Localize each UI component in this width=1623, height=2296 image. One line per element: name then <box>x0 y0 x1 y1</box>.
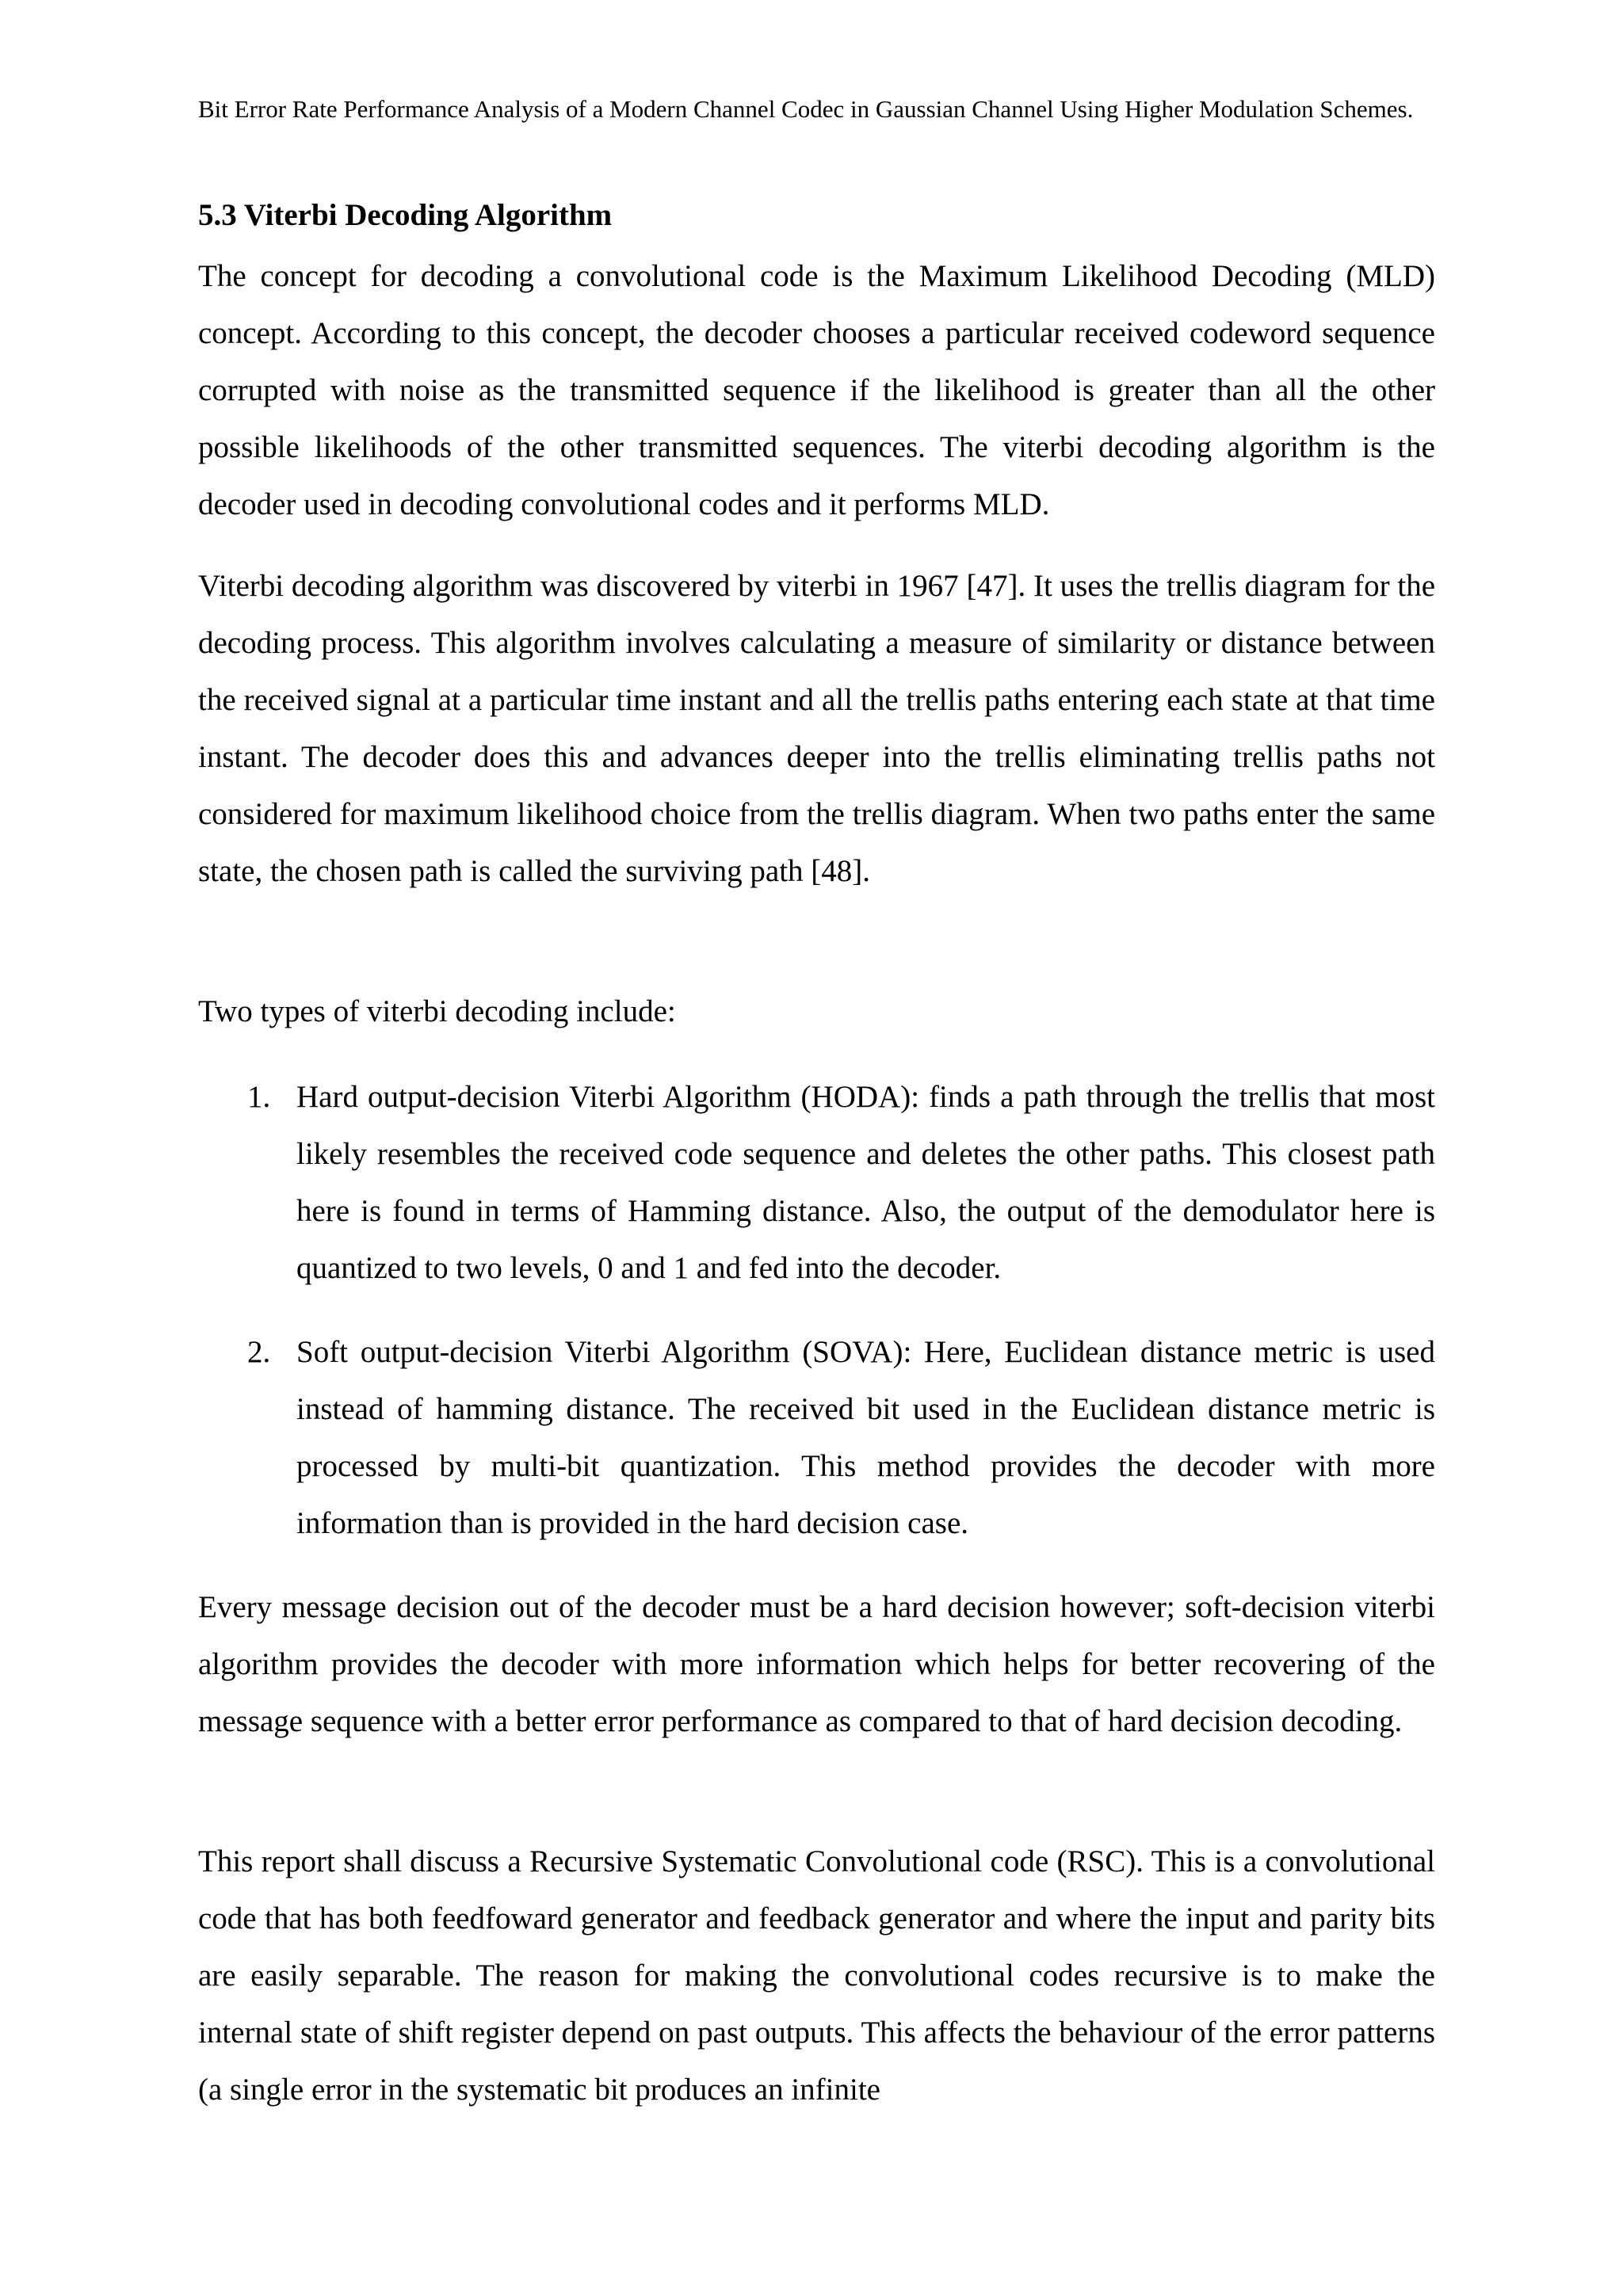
list-number: 2. <box>247 1335 271 1369</box>
list-item-hoda <box>198 1069 1435 1297</box>
decoding-types-list-continued <box>198 1324 1435 1552</box>
section-heading: 5.3 Viterbi Decoding Algorithm <box>198 198 613 232</box>
running-header: Bit Error Rate Performance Analysis of a Modern Channel Codec in Gaussian Channel Using Higher Modulation Schemes. <box>198 95 1414 123</box>
paragraph-types-intro: Two types of viterbi decoding include: <box>198 994 676 1028</box>
paragraph-mld-concept: The concept for decoding a convolutional code is the Maximum Likelihood Decoding (MLD) concept. According to this concept, the decoder chooses a particular received codeword sequence corrupted with noise as the transmitted sequence if the likelihood is greater than all the other possible likelihoods of the other transmitted sequences. The viterbi decoding algorithm is the decoder used in decoding convolutional codes and it performs MLD. <box>198 259 1435 521</box>
decoding-types-list <box>198 1069 1435 1297</box>
list-number: 1. <box>247 1080 271 1114</box>
list-item-text: Hard output-decision Viterbi Algorithm (HODA): finds a path through the trellis that most likely resembles the received code sequence and deletes the other paths. This closest path here is found in terms of Hamming distance. Also, the output of the demodulator here is quantized to two levels, 0 and 1 and fed into the decoder. <box>296 1080 1435 1285</box>
paragraph-rsc: This report shall discuss a Recursive Systematic Convolutional code (RSC). This is a convolutional code that has both feedfoward generator and feedback generator and where the input and parity bits are easily separable. The reason for making the convolutional codes recursive is to make the internal state of shift register depend on past outputs. This affects the behaviour of the error patterns (a single error in the systematic bit produces an infinite <box>198 1844 1435 2107</box>
paragraph-viterbi-history: Viterbi decoding algorithm was discovered by viterbi in 1967 [47]. It uses the trellis diagram for the decoding process. This algorithm involves calculating a measure of similarity or distance between the received signal at a particular time instant and all the trellis paths entering each state at that time instant. The decoder does this and advances deeper into the trellis eliminating trellis paths not considered for maximum likelihood choice from the trellis diagram. When two paths enter the same state, the chosen path is called the surviving path [48]. <box>198 569 1435 888</box>
list-item-text: Soft output-decision Viterbi Algorithm (SOVA): Here, Euclidean distance metric is used instead of hamming distance. The received bit used in the Euclidean distance metric is processed by multi-bit quantization. This method provides the decoder with more information than is provided in the hard decision case. <box>296 1335 1435 1540</box>
paragraph-soft-decision: Every message decision out of the decoder must be a hard decision however; soft-decision viterbi algorithm provides the decoder with more information which helps for better recovering of the message sequence with a better error performance as compared to that of hard decision decoding. <box>198 1590 1435 1738</box>
list-item-sova <box>198 1324 1435 1552</box>
